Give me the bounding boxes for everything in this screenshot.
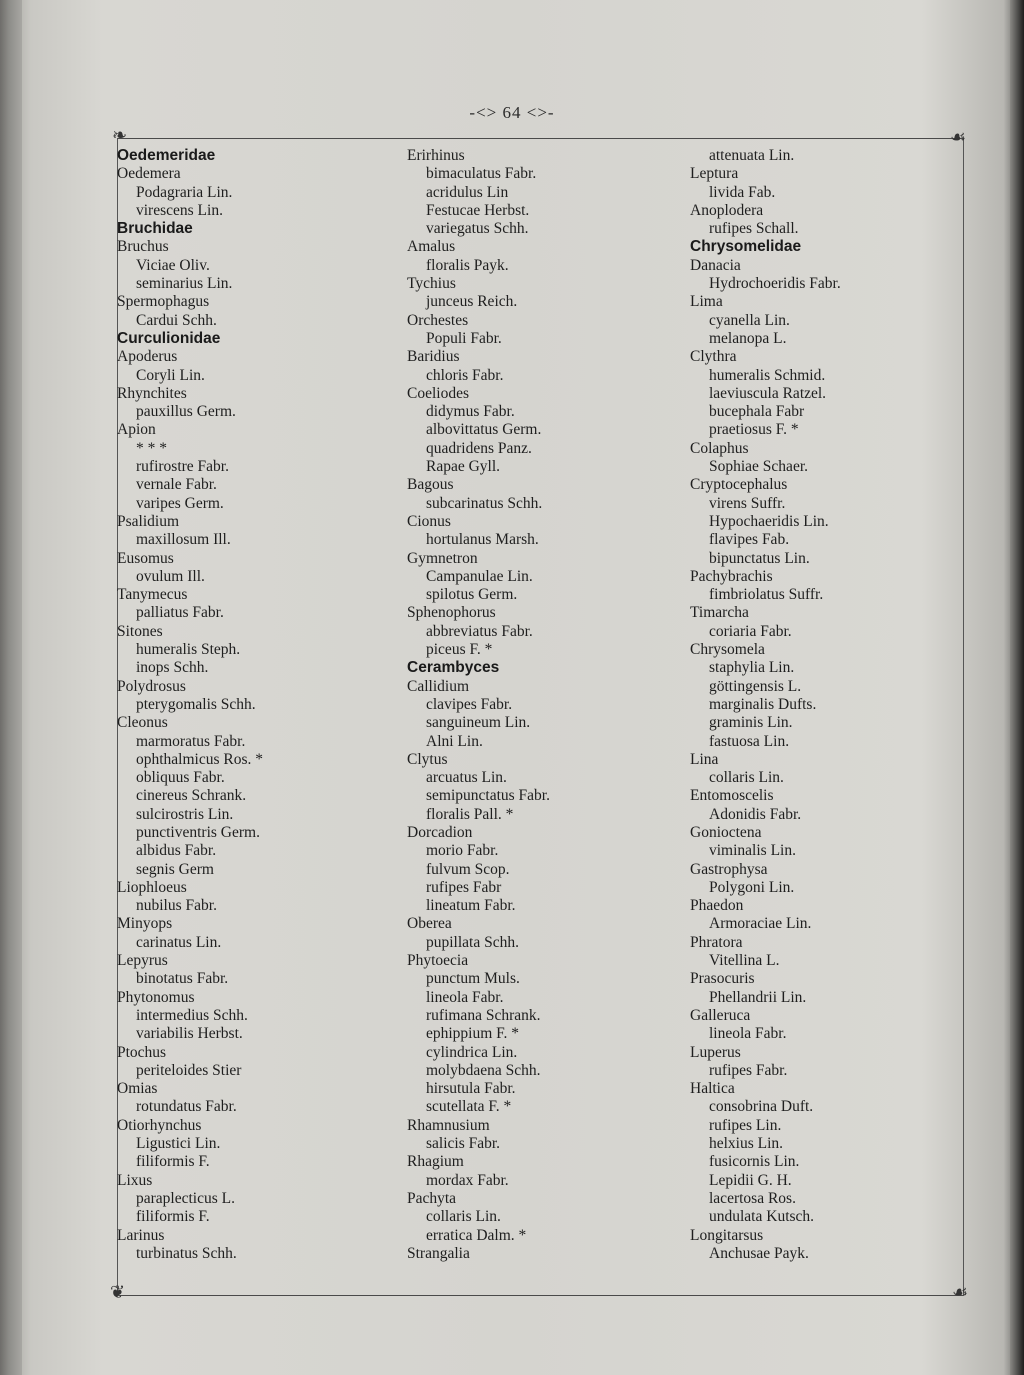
species-entry: lacertosa Ros. [709, 1189, 796, 1207]
genus-name: Bagous [407, 476, 454, 494]
species-column-2 [407, 147, 677, 1263]
genus-name: Amalus [407, 238, 456, 256]
species-entry: Sophiae Schaer. [709, 458, 809, 476]
genus-name: Lepyrus [117, 952, 168, 970]
species-entry: Populi Fabr. [426, 329, 502, 347]
species-entry: piceus F. * [426, 641, 493, 659]
species-entry: marmoratus Fabr. [136, 732, 246, 750]
species-entry: pupillata Schh. [426, 933, 519, 951]
genus-name: Danacia [690, 256, 741, 274]
species-entry: staphylia Lin. [709, 659, 795, 677]
species-entry: floralis Payk. [426, 256, 509, 274]
species-entry: subcarinatus Schh. [426, 494, 543, 512]
species-entry: erratica Dalm. * [426, 1226, 527, 1244]
genus-name: Erirhinus [407, 147, 465, 164]
genus-name: Colaphus [690, 439, 749, 457]
genus-name: Bruchus [117, 238, 169, 256]
species-entry: nubilus Fabr. [136, 897, 217, 915]
species-entry: Podagraria Lin. [136, 183, 233, 201]
species-entry: intermedius Schh. [136, 1006, 248, 1024]
species-entry: morio Fabr. [426, 842, 499, 860]
family-heading: Oedemeridae [117, 147, 216, 164]
species-entry: Hydrochoeridis Fabr. [709, 275, 841, 293]
genus-name: Otiorhynchus [117, 1116, 202, 1134]
species-entry: sulcirostris Lin. [136, 805, 234, 823]
species-entry: punctum Muls. [426, 970, 520, 988]
species-entry: obliquus Fabr. [136, 769, 225, 787]
species-entry: abbreviatus Fabr. [426, 622, 533, 640]
species-entry: arcuatus Lin. [426, 769, 507, 787]
species-entry: ophthalmicus Ros. * [136, 750, 264, 768]
genus-name: Pachybrachis [690, 567, 773, 585]
species-entry: Rapae Gyll. [426, 458, 501, 476]
species-entry: filiformis F. [136, 1153, 210, 1171]
species-entry: fastuosa Lin. [709, 732, 790, 750]
species-entry: acridulus Lin [426, 183, 509, 201]
species-entry: Anchusae Payk. [709, 1244, 809, 1262]
genus-name: Lina [690, 750, 719, 768]
species-entry: Coryli Lin. [136, 366, 205, 384]
species-entry: carinatus Lin. [136, 933, 222, 951]
species-entry: salicis Fabr. [426, 1135, 501, 1153]
genus-name: Rhagium [407, 1153, 464, 1171]
genus-name: Phytoecia [407, 952, 469, 970]
genus-name: Ptochus [117, 1043, 167, 1061]
species-entry: junceus Reich. [426, 293, 518, 311]
species-entry: virens Suffr. [709, 494, 786, 512]
species-entry: hirsutula Fabr. [426, 1080, 516, 1098]
genus-name: Luperus [690, 1043, 741, 1061]
species-entry: variegatus Schh. [426, 220, 529, 238]
genus-name: Psalidium [117, 512, 180, 530]
species-entry: virescens Lin. [136, 201, 223, 219]
species-entry: Adonidis Fabr. [709, 805, 802, 823]
species-entry: vernale Fabr. [136, 476, 217, 494]
genus-name: Oedemera [117, 165, 181, 183]
species-entry: * * * [136, 439, 167, 457]
genus-name: Lima [690, 293, 723, 311]
species-entry: hortulanus Marsh. [426, 531, 539, 549]
species-entry: consobrina Duft. [709, 1098, 814, 1116]
species-entry: didymus Fabr. [426, 403, 515, 421]
species-entry: lineola Fabr. [426, 988, 504, 1006]
species-entry: ovulum Ill. [136, 567, 205, 585]
species-entry: fimbriolatus Suffr. [709, 586, 824, 604]
species-entry: fulvum Scop. [426, 860, 510, 878]
genus-name: Gymnetron [407, 549, 478, 567]
species-entry: göttingensis L. [709, 677, 802, 695]
species-entry: varipes Germ. [136, 494, 224, 512]
species-entry: bipunctatus Lin. [709, 549, 810, 567]
genus-name: Tychius [407, 275, 456, 293]
genus-name: Cionus [407, 512, 451, 530]
species-entry: livida Fab. [709, 183, 776, 201]
genus-name: Eusomus [117, 549, 174, 567]
species-entry: bimaculatus Fabr. [426, 165, 537, 183]
genus-name: Leptura [690, 165, 739, 183]
species-entry: graminis Lin. [709, 714, 793, 732]
species-entry: binotatus Fabr. [136, 970, 229, 988]
species-entry: rufipes Fabr [426, 878, 502, 896]
species-entry: rotundatus Fabr. [136, 1098, 237, 1116]
species-entry: rufimana Schrank. [426, 1006, 541, 1024]
page-right-edge [1010, 0, 1024, 1375]
genus-name: Tanymecus [117, 586, 188, 604]
page-number-header: -<> 64 <>- [469, 103, 555, 122]
species-entry: inops Schh. [136, 659, 209, 677]
genus-name: Rhynchites [117, 384, 187, 402]
genus-name: Sphenophorus [407, 604, 496, 622]
family-heading: Bruchidae [117, 220, 193, 238]
species-entry: Polygoni Lin. [709, 878, 795, 896]
ornament-bottom-right-icon: ☙ [952, 1282, 969, 1302]
species-entry: chloris Fabr. [426, 366, 504, 384]
genus-name: Callidium [407, 677, 469, 695]
species-column-1 [117, 147, 387, 1263]
ornament-bottom-left-icon: ❦ [110, 1282, 126, 1302]
species-entry: coriaria Fabr. [709, 622, 792, 640]
species-entry: albovittatus Germ. [426, 421, 542, 439]
species-entry: maxillosum Ill. [136, 531, 231, 549]
species-entry: quadridens Panz. [426, 439, 532, 457]
species-entry: rufipes Schall. [709, 220, 799, 238]
genus-name: Cryptocephalus [690, 476, 788, 494]
genus-name: Oberea [407, 915, 452, 933]
species-entry: ephippium F. * [426, 1025, 520, 1043]
genus-name: Gastrophysa [690, 860, 768, 878]
genus-name: Polydrosus [117, 677, 186, 695]
family-heading: Chrysomelidae [690, 238, 802, 256]
species-entry: Hypochaeridis Lin. [709, 512, 829, 530]
page-left-edge [0, 0, 22, 1375]
genus-name: Entomoscelis [690, 787, 774, 805]
species-entry: mordax Fabr. [426, 1171, 509, 1189]
species-entry: seminarius Lin. [136, 275, 233, 293]
species-entry: semipunctatus Fabr. [426, 787, 550, 805]
species-entry: Festucae Herbst. [426, 201, 530, 219]
species-entry: collaris Lin. [426, 1208, 501, 1226]
species-entry: marginalis Dufts. [709, 695, 817, 713]
species-entry: lineatum Fabr. [426, 897, 516, 915]
species-entry: Armoraciae Lin. [709, 915, 812, 933]
genus-name: Apoderus [117, 348, 178, 366]
species-entry: Ligustici Lin. [136, 1135, 221, 1153]
genus-name: Phaedon [690, 897, 744, 915]
genus-name: Minyops [117, 915, 173, 933]
species-entry: spilotus Germ. [426, 586, 518, 604]
species-entry: scutellata F. * [426, 1098, 512, 1116]
species-entry: laeviuscula Ratzel. [709, 384, 827, 402]
genus-name: Anoplodera [690, 201, 764, 219]
species-entry: floralis Pall. * [426, 805, 514, 823]
species-entry: collaris Lin. [709, 769, 784, 787]
species-entry: rufipes Lin. [709, 1116, 782, 1134]
species-entry: attenuata Lin. [709, 147, 795, 164]
genus-name: Phratora [690, 933, 743, 951]
family-heading: Curculionidae [117, 329, 221, 347]
genus-name: Spermophagus [117, 293, 210, 311]
ornament-top-left-icon: ❧ [112, 125, 128, 145]
species-entry: Cardui Schh. [136, 311, 217, 329]
genus-name: Sitones [117, 622, 163, 640]
species-entry: humeralis Schmid. [709, 366, 826, 384]
genus-name: Pachyta [407, 1189, 457, 1207]
species-entry: albidus Fabr. [136, 842, 217, 860]
genus-name: Prasocuris [690, 970, 755, 988]
genus-name: Larinus [117, 1226, 165, 1244]
species-entry: rufirostre Fabr. [136, 458, 229, 476]
species-entry: segnis Germ [136, 860, 214, 878]
genus-name: Apion [117, 421, 156, 439]
genus-name: Haltica [690, 1080, 735, 1098]
genus-name: Rhamnusium [407, 1116, 490, 1134]
genus-name: Gonioctena [690, 823, 762, 841]
species-entry: cinereus Schrank. [136, 787, 247, 805]
species-column-3 [690, 147, 955, 1263]
species-entry: punctiventris Germ. [136, 823, 260, 841]
species-entry: molybdaena Schh. [426, 1061, 541, 1079]
species-entry: undulata Kutsch. [709, 1208, 815, 1226]
genus-name: Longitarsus [690, 1226, 764, 1244]
species-entry: filiformis F. [136, 1208, 210, 1226]
genus-name: Chrysomela [690, 641, 765, 659]
genus-name: Orchestes [407, 311, 469, 329]
species-entry: Alni Lin. [426, 732, 483, 750]
species-entry: cylindrica Lin. [426, 1043, 518, 1061]
species-entry: palliatus Fabr. [136, 604, 224, 622]
genus-name: Timarcha [690, 604, 749, 622]
genus-name: Dorcadion [407, 823, 473, 841]
species-entry: turbinatus Schh. [136, 1244, 237, 1262]
species-entry: clavipes Fabr. [426, 695, 513, 713]
genus-name: Coeliodes [407, 384, 469, 402]
genus-name: Strangalia [407, 1244, 470, 1262]
genus-name: Baridius [407, 348, 460, 366]
species-entry: humeralis Steph. [136, 641, 241, 659]
species-entry: helxius Lin. [709, 1135, 784, 1153]
genus-name: Galleruca [690, 1006, 751, 1024]
species-entry: Lepidii G. H. [709, 1171, 792, 1189]
species-entry: Phellandrii Lin. [709, 988, 807, 1006]
species-entry: cyanella Lin. [709, 311, 790, 329]
species-entry: sanguineum Lin. [426, 714, 531, 732]
species-entry: Vitellina L. [709, 952, 780, 970]
genus-name: Liophloeus [117, 878, 187, 896]
species-entry: Campanulae Lin. [426, 567, 533, 585]
genus-name: Lixus [117, 1171, 153, 1189]
species-entry: fusicornis Lin. [709, 1153, 800, 1171]
species-entry: periteloides Stier [136, 1061, 242, 1079]
species-entry: lineola Fabr. [709, 1025, 787, 1043]
species-entry: pterygomalis Schh. [136, 695, 256, 713]
species-entry: paraplecticus L. [136, 1189, 235, 1207]
ornament-top-right-icon: ☙ [950, 127, 967, 147]
species-entry: flavipes Fab. [709, 531, 790, 549]
species-entry: rufipes Fabr. [709, 1061, 788, 1079]
species-entry: bucephala Fabr [709, 403, 805, 421]
family-heading: Cerambyces [407, 659, 500, 677]
species-entry: praetiosus F. * [709, 421, 799, 439]
genus-name: Phytonomus [117, 988, 195, 1006]
genus-name: Cleonus [117, 714, 168, 732]
species-entry: melanopa L. [709, 329, 787, 347]
genus-name: Clythra [690, 348, 737, 366]
genus-name: Omias [117, 1080, 158, 1098]
species-entry: pauxillus Germ. [136, 403, 236, 421]
species-entry: variabilis Herbst. [136, 1025, 243, 1043]
species-entry: Viciae Oliv. [136, 256, 210, 274]
genus-name: Clytus [407, 750, 448, 768]
species-entry: viminalis Lin. [709, 842, 796, 860]
